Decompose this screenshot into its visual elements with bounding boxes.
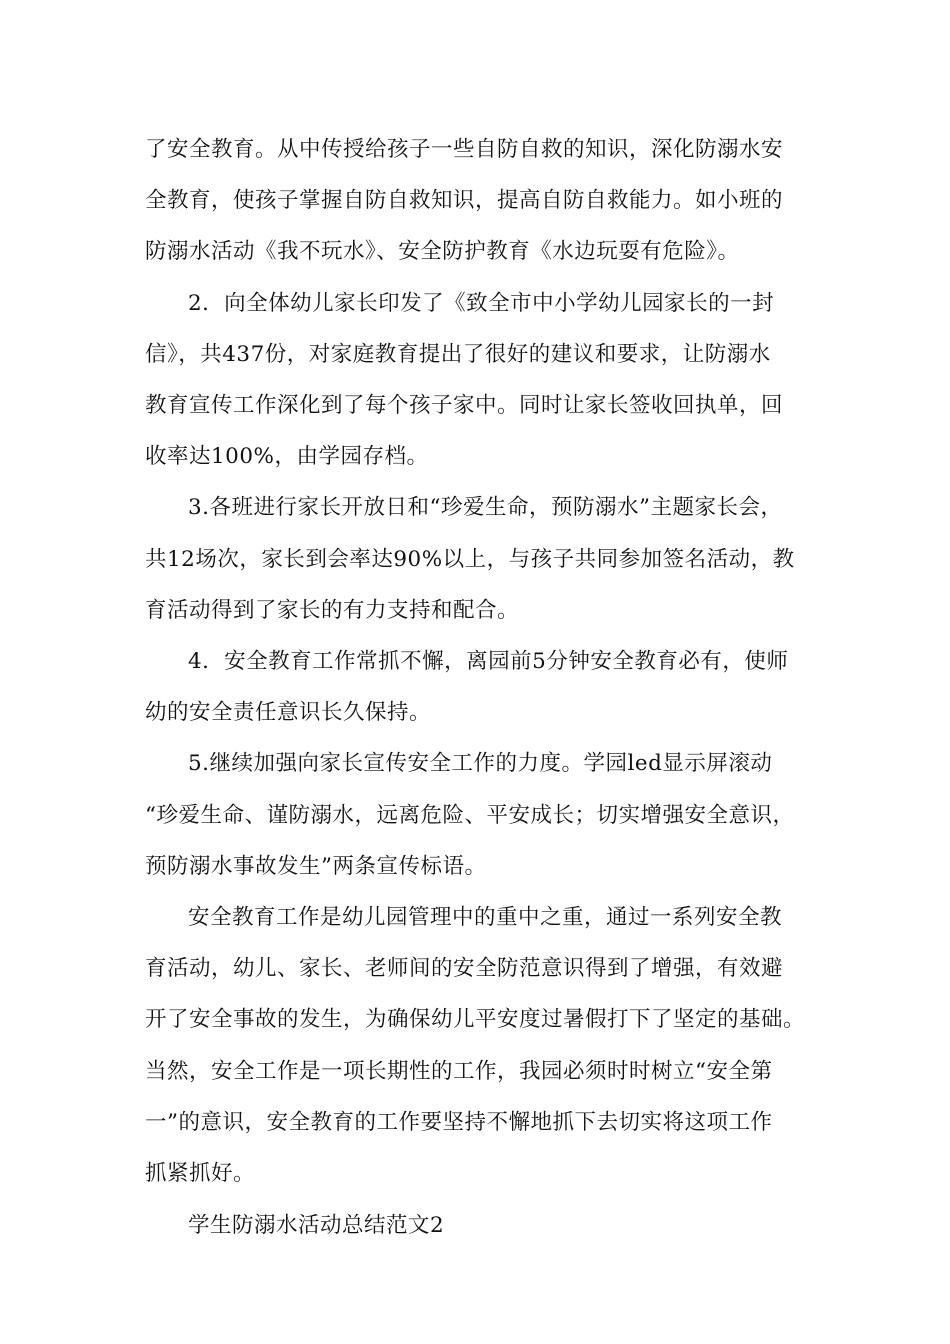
paragraph-line: 育活动得到了家长的有力支持和配合。 bbox=[145, 598, 520, 623]
paragraph-line: 幼的安全责任意识长久保持。 bbox=[145, 700, 432, 725]
paragraph-line: 抓紧抓好。 bbox=[145, 1161, 256, 1186]
paragraph-line: 全教育，使孩子掌握自防自救知识，提高自防自救能力。如小班的 bbox=[145, 188, 784, 213]
paragraph-line: 当然，安全工作是一项长期性的工作，我园必须时时树立“安全第 bbox=[145, 1059, 773, 1084]
paragraph-line: 预防溺水事故发生”两条宣传标语。 bbox=[145, 854, 487, 879]
paragraph-line: 了安全教育。从中传授给孩子一些自防自救的知识，深化防溺水安 bbox=[145, 137, 784, 162]
paragraph-line: 一”的意识，安全教育的工作要坚持不懈地抓下去切实将这项工作 bbox=[145, 1110, 773, 1135]
paragraph-line: “珍爱生命、谨防溺水，远离危险、平安成长；切实增强安全意识， bbox=[145, 803, 795, 828]
paragraph-line: 2．向全体幼儿家长印发了《致全市中小学幼儿园家长的一封 bbox=[188, 291, 775, 316]
paragraph-line: 收率达100%，由学园存档。 bbox=[145, 444, 429, 469]
paragraph-line: 教育宣传工作深化到了每个孩子家中。同时让家长签收回执单，回 bbox=[145, 393, 784, 418]
paragraph-line: 5.继续加强向家长宣传安全工作的力度。学园led显示屏滚动 bbox=[188, 751, 773, 776]
section-heading: 学生防溺水活动总结范文2 bbox=[188, 1213, 445, 1238]
paragraph-line: 3.各班进行家长开放日和“珍爱生命，预防溺水”主题家长会， bbox=[188, 495, 783, 520]
paragraph-line: 育活动，幼儿、家长、老师间的安全防范意识得到了增强，有效避 bbox=[145, 956, 784, 981]
paragraph-line: 4．安全教育工作常抓不懈，离园前5分钟安全教育必有，使师 bbox=[188, 649, 789, 674]
paragraph-line: 防溺水活动《我不玩水》、安全防护教育《水边玩耍有危险》。 bbox=[145, 239, 740, 264]
paragraph-line: 共12场次，家长到会率达90%以上，与孩子共同参加签名活动，教 bbox=[145, 547, 795, 572]
paragraph-line: 开了安全事故的发生，为确保幼儿平安度过暑假打下了坚定的基础。 bbox=[145, 1007, 806, 1032]
paragraph-line: 信》，共437份，对家庭教育提出了很好的建议和要求，让防溺水 bbox=[145, 342, 771, 367]
paragraph-line: 安全教育工作是幼儿园管理中的重中之重，通过一系列安全教 bbox=[188, 905, 783, 930]
